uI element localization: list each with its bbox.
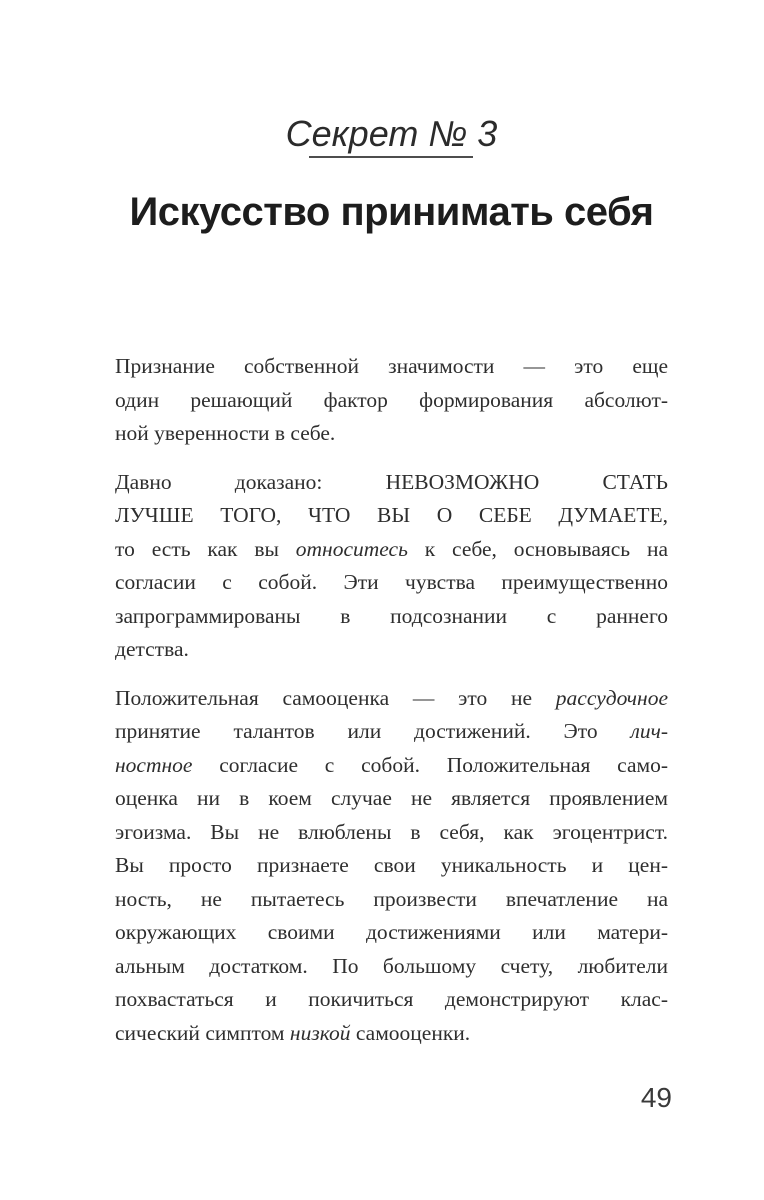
text-line xyxy=(115,715,668,749)
chapter-divider-rule xyxy=(309,156,473,158)
text-run: эгоизма. Вы не влюблены в себя, как эгоцентрист. xyxy=(115,819,668,844)
italic-text-run: лич- xyxy=(630,719,668,743)
paragraph xyxy=(115,682,668,1051)
text-line xyxy=(115,782,668,816)
text-run: один решающий фактор формирования абсолют- xyxy=(115,387,668,412)
italic-text-run: низкой xyxy=(289,1020,351,1045)
text-run: Положительная самооценка — это не xyxy=(115,685,556,710)
text-run: Признание собственной значимости — это еще xyxy=(115,354,668,378)
text-run: согласие с собой. Положительная само- xyxy=(192,752,668,777)
text-line xyxy=(115,1017,668,1051)
text-run: ЛУЧШЕ ТОГО, ЧТО ВЫ О СЕБЕ ДУМАЕТЕ, xyxy=(115,503,668,527)
text-run: ность, не пытаетесь произвести впечатление на xyxy=(115,886,668,911)
text-line xyxy=(115,417,668,451)
text-run: сический симптом xyxy=(115,1020,290,1045)
text-run: похвастаться и покичиться демонстрируют клас- xyxy=(115,987,668,1011)
text-line xyxy=(115,384,668,418)
page-number: 49 xyxy=(640,1082,672,1113)
body-text xyxy=(115,350,668,1050)
text-line xyxy=(115,883,668,917)
paragraph xyxy=(115,466,668,667)
text-line xyxy=(115,950,668,984)
italic-text-run: ностное xyxy=(115,752,193,777)
text-line xyxy=(115,600,668,634)
paragraph xyxy=(115,350,668,451)
text-line xyxy=(115,983,668,1017)
text-run: Давно доказано: НЕВОЗМОЖНО СТАТЬ xyxy=(115,469,668,494)
text-run: к себе, основываясь на xyxy=(407,536,668,561)
text-line xyxy=(115,682,668,716)
text-line xyxy=(115,350,668,384)
italic-text-run: рассудочное xyxy=(555,685,668,710)
text-line xyxy=(115,566,668,600)
text-run: Вы просто признаете свои уникальность и цен- xyxy=(115,853,668,877)
text-run: окружающих своими достижениями или матери- xyxy=(115,920,668,944)
text-run: ной уверенности в себе. xyxy=(115,421,336,445)
text-line xyxy=(115,749,668,783)
text-line xyxy=(115,816,668,850)
page-title: Искусство принимать себя xyxy=(129,190,654,234)
text-run: детства. xyxy=(115,637,189,661)
text-run: оценка ни в коем случае не является проявлением xyxy=(115,786,668,810)
text-run: самооценки. xyxy=(350,1020,471,1045)
text-line xyxy=(115,916,668,950)
text-line xyxy=(115,466,668,500)
text-line xyxy=(115,499,668,533)
text-run: согласии с собой. Эти чувства преимущественно xyxy=(115,570,668,594)
text-run: альным достатком. По большому счету, любители xyxy=(115,953,668,978)
text-run: запрограммированы в подсознании с раннего xyxy=(115,603,668,628)
italic-text-run: относитесь xyxy=(295,536,408,561)
text-run: то есть как вы xyxy=(115,536,296,561)
text-line xyxy=(115,533,668,567)
text-line xyxy=(115,849,668,883)
chapter-label: Секрет № 3 xyxy=(285,113,498,154)
text-run: принятие талантов или достижений. Это xyxy=(115,719,631,743)
text-line xyxy=(115,633,668,667)
